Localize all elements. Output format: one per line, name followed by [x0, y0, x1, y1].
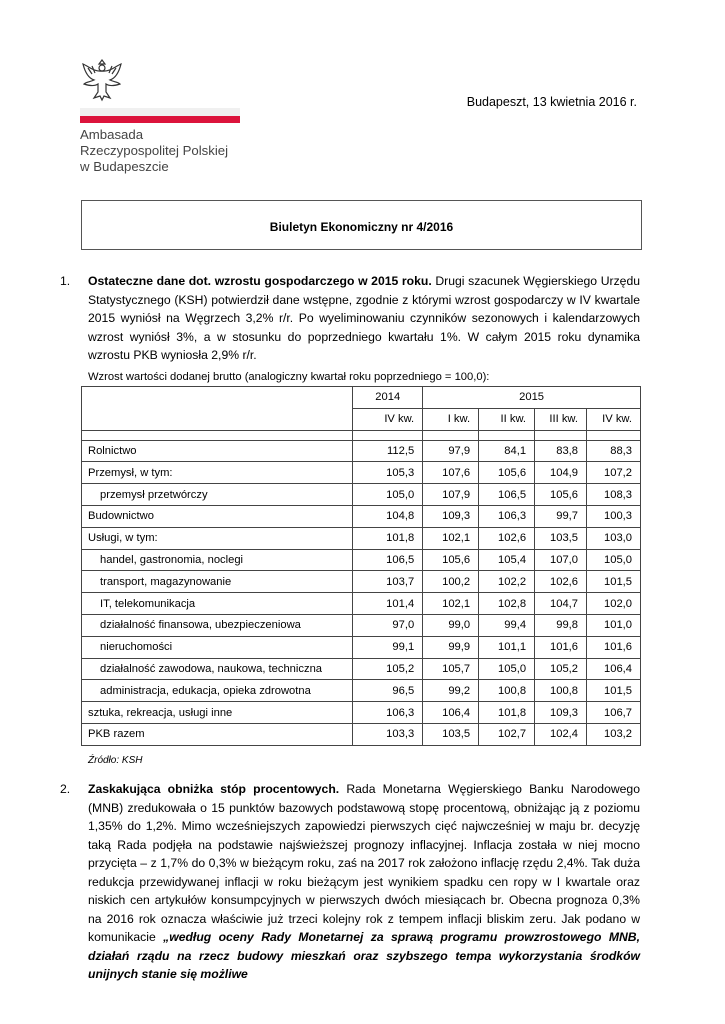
table-caption: Wzrost wartości dodanej brutto (analogiczny kwartał roku poprzedniego = 100,0):	[88, 371, 490, 383]
row-value: 100,8	[479, 680, 535, 702]
row-value: 97,0	[353, 614, 423, 636]
row-value: 107,0	[535, 549, 587, 571]
row-value: 100,3	[587, 505, 641, 527]
table-row	[82, 680, 641, 702]
row-label: handel, gastronomia, noclegi	[82, 549, 353, 571]
row-label: działalność finansowa, ubezpieczeniowa	[82, 614, 353, 636]
item-2-text	[88, 780, 640, 984]
item-2-number: 2.	[60, 782, 71, 796]
row-value: 105,0	[587, 549, 641, 571]
spacer-cell	[82, 430, 353, 440]
spacer-cell	[423, 430, 479, 440]
embassy-line-3: w Budapeszcie	[80, 159, 169, 174]
row-value: 83,8	[535, 440, 587, 462]
row-value: 109,3	[423, 505, 479, 527]
row-value: 102,1	[423, 527, 479, 549]
table-row	[82, 462, 641, 484]
bulletin-title-box	[81, 200, 642, 250]
row-value: 102,0	[587, 593, 641, 615]
row-value: 107,6	[423, 462, 479, 484]
row-label: przemysł przetwórczy	[82, 484, 353, 506]
header-quarter: IV kw.	[353, 408, 423, 430]
row-value: 103,2	[587, 723, 641, 745]
row-value: 100,8	[535, 680, 587, 702]
row-value: 103,0	[587, 527, 641, 549]
embassy-line-1: Ambasada	[80, 127, 144, 142]
row-label: PKB razem	[82, 723, 353, 745]
row-value: 102,4	[535, 723, 587, 745]
row-label: działalność zawodowa, naukowa, techniczna	[82, 658, 353, 680]
row-value: 109,3	[535, 702, 587, 724]
table-row	[82, 658, 641, 680]
header-blank	[82, 387, 353, 431]
table-row	[82, 614, 641, 636]
row-value: 99,7	[535, 505, 587, 527]
row-value: 106,4	[423, 702, 479, 724]
row-value: 88,3	[587, 440, 641, 462]
row-label: Rolnictwo	[82, 440, 353, 462]
document-date: Budapeszt, 13 kwietnia 2016 r.	[466, 95, 637, 109]
row-value: 106,5	[479, 484, 535, 506]
row-value: 104,8	[353, 505, 423, 527]
row-value: 96,5	[353, 680, 423, 702]
table-row	[82, 440, 641, 462]
item-1-heading: Ostateczne dane dot. wzrostu gospodarczego w 2015 roku.	[88, 274, 432, 288]
row-value: 102,2	[479, 571, 535, 593]
row-value: 101,6	[535, 636, 587, 658]
flag-white-stripe	[80, 108, 240, 116]
header-year-2015: 2015	[423, 387, 641, 409]
spacer-cell	[587, 430, 641, 440]
row-value: 103,5	[535, 527, 587, 549]
header-quarter: I kw.	[423, 408, 479, 430]
flag-red-stripe	[80, 116, 240, 123]
row-value: 101,0	[587, 614, 641, 636]
row-value: 101,5	[587, 571, 641, 593]
row-value: 105,0	[479, 658, 535, 680]
row-value: 105,6	[479, 462, 535, 484]
row-value: 103,5	[423, 723, 479, 745]
table-source: Źródło: KSH	[88, 755, 143, 766]
item-2	[60, 780, 640, 984]
row-value: 102,8	[479, 593, 535, 615]
row-value: 99,9	[423, 636, 479, 658]
header-quarter: III kw.	[535, 408, 587, 430]
row-value: 105,2	[535, 658, 587, 680]
row-value: 100,2	[423, 571, 479, 593]
row-value: 101,8	[479, 702, 535, 724]
table-row	[82, 593, 641, 615]
row-value: 105,6	[423, 549, 479, 571]
item-2-quote: „według oceny Rady Monetarnej za sprawą programu prowzrostowego MNB, działań rządu na rzecz budowy mieszkań oraz szybszego tempa wykorzystania środków unijnych stanie się możliwe	[88, 930, 640, 981]
row-value: 105,2	[353, 658, 423, 680]
row-value: 104,9	[535, 462, 587, 484]
row-value: 106,3	[353, 702, 423, 724]
item-1-text	[88, 272, 640, 365]
row-value: 106,3	[479, 505, 535, 527]
spacer-cell	[535, 430, 587, 440]
row-value: 102,7	[479, 723, 535, 745]
row-label: Budownictwo	[82, 505, 353, 527]
table-row	[82, 505, 641, 527]
row-value: 103,3	[353, 723, 423, 745]
header-year-2014: 2014	[353, 387, 423, 409]
item-1-body: Drugi szacunek Węgierskiego Urzędu Statystycznego (KSH) potwierdził dane wstępne, zgodnie z którymi wzrost gospodarczy w IV kwartale 2015 wyniósł na Węgrzech 3,2% r/r. Po wyeliminowaniu czynników sezonowych i kalendarzowych wzrost wyniósł 3%, a w stosunku do poprzedniego kwartału 1%. W całym 2015 roku dynamika wzrostu PKB wyniosła 2,9% r/r.	[88, 274, 641, 362]
row-value: 99,4	[479, 614, 535, 636]
row-value: 99,0	[423, 614, 479, 636]
row-label: Usługi, w tym:	[82, 527, 353, 549]
row-value: 102,6	[479, 527, 535, 549]
row-value: 105,4	[479, 549, 535, 571]
row-label: IT, telekomunikacja	[82, 593, 353, 615]
row-value: 107,9	[423, 484, 479, 506]
item-2-heading: Zaskakująca obniżka stóp procentowych.	[88, 782, 340, 796]
bulletin-title: Biuletyn Ekonomiczny nr 4/2016	[269, 220, 454, 234]
row-value: 105,0	[353, 484, 423, 506]
spacer-cell	[479, 430, 535, 440]
row-value: 105,6	[535, 484, 587, 506]
row-value: 97,9	[423, 440, 479, 462]
row-value: 101,8	[353, 527, 423, 549]
row-value: 99,2	[423, 680, 479, 702]
row-value: 108,3	[587, 484, 641, 506]
row-value: 102,1	[423, 593, 479, 615]
row-label: nieruchomości	[82, 636, 353, 658]
table-row	[82, 549, 641, 571]
item-2-body: Rada Monetarna Węgierskiego Banku Narodowego (MNB) zredukowała o 15 punktów bazowych podstawową stopę procentową, obniżając ją z poziomu 1,35% do 1,2%. Mimo wcześniejszych zapowiedzi pierwszych cięć najwcześniej w maju br. decyzję taką Rada podjęła na podstawie najświeższej prognozy inflacyjnej. Inflacja została w niej mocno przycięta – z 1,7% do 0,3% w bieżącym roku, zaś na 2017 rok założono inflację rzędu 2,4%. Tak duża redukcja przewidywanej inflacji w roku bieżącym jest wynikiem spadku cen ropy w I kwartale oraz niskich cen artykułów konsumpcyjnych w pierwszych dwóch miesiącach br. Obecna prognoza 0,3% na 2016 rok oznacza właściwie już trzeci kolejny rok z tempem inflacji bliskim zeru. Jak podano w komunikacie	[88, 782, 640, 944]
row-value: 103,7	[353, 571, 423, 593]
embassy-name	[80, 127, 228, 175]
row-value: 101,4	[353, 593, 423, 615]
item-1	[60, 272, 640, 365]
row-value: 101,6	[587, 636, 641, 658]
row-label: sztuka, rekreacja, usługi inne	[82, 702, 353, 724]
polish-eagle-emblem-icon	[80, 56, 124, 102]
row-label: Przemysł, w tym:	[82, 462, 353, 484]
table-row	[82, 527, 641, 549]
row-value: 106,5	[353, 549, 423, 571]
table-row	[82, 723, 641, 745]
row-label: administracja, edukacja, opieka zdrowotna	[82, 680, 353, 702]
embassy-line-2: Rzeczypospolitej Polskiej	[80, 143, 229, 158]
row-value: 106,4	[587, 658, 641, 680]
row-value: 101,5	[587, 680, 641, 702]
table-spacer-row	[82, 430, 641, 440]
row-value: 104,7	[535, 593, 587, 615]
row-label: transport, magazynowanie	[82, 571, 353, 593]
row-value: 99,8	[535, 614, 587, 636]
table-row	[82, 636, 641, 658]
table-row	[82, 484, 641, 506]
row-value: 105,3	[353, 462, 423, 484]
row-value: 84,1	[479, 440, 535, 462]
header-quarter: IV kw.	[587, 408, 641, 430]
row-value: 106,7	[587, 702, 641, 724]
spacer-cell	[353, 430, 423, 440]
row-value: 107,2	[587, 462, 641, 484]
row-value: 112,5	[353, 440, 423, 462]
item-1-number: 1.	[60, 274, 71, 288]
gva-growth-table	[81, 386, 641, 746]
row-value: 101,1	[479, 636, 535, 658]
row-value: 102,6	[535, 571, 587, 593]
table-header-years	[82, 387, 641, 409]
row-value: 99,1	[353, 636, 423, 658]
table-row	[82, 702, 641, 724]
header-quarter: II kw.	[479, 408, 535, 430]
table-row	[82, 571, 641, 593]
row-value: 105,7	[423, 658, 479, 680]
